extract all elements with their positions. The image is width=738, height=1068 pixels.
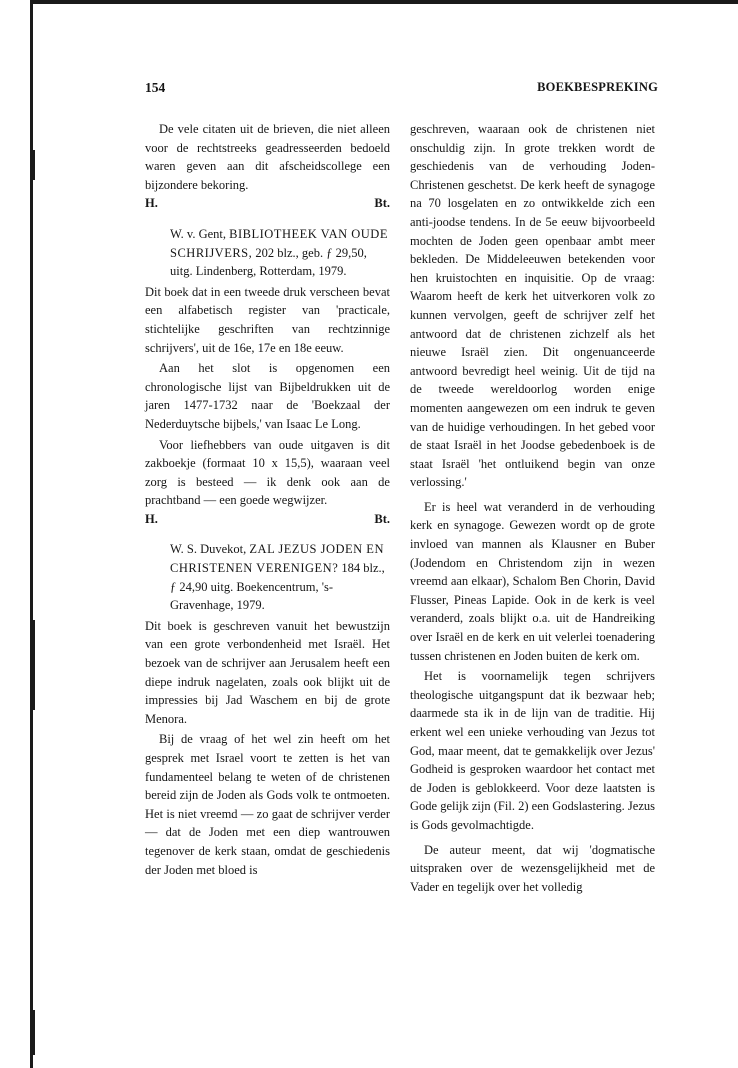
- reviewer-signature: [145, 194, 390, 213]
- body-paragraph: Aan het slot is opgenomen een chronologische lijst van Bijbeldrukken uit de jaren 1477-1732 naar de 'Boekzaal der Nederduytsche bijbels,' van Isaac Le Long.: [145, 361, 390, 431]
- signature-name: Bt.: [374, 196, 390, 211]
- scan-mark: [33, 620, 35, 710]
- signature-name: Bt.: [374, 511, 390, 526]
- book-reference: [170, 225, 390, 281]
- running-head: BOEKBESPREKING: [537, 80, 658, 94]
- book-details: 202 blz., geb. ƒ 29,50, uitg. Lindenberg, Rotterdam, 1979.: [170, 245, 367, 279]
- signature-initial: H.: [145, 511, 158, 526]
- book-author: W. v. Gent,: [170, 226, 227, 241]
- scan-mark: [33, 150, 35, 180]
- body-paragraph: Voor liefhebbers van oude uitgaven is dit zakboekje (formaat 10 x 15,5), waaraan veel zorg is besteed — ik denk ook aan de prachtband — een goede wegwijzer.: [145, 437, 390, 508]
- review-ending-paragraph: De vele citaten uit de brieven, die niet alleen voor de rechtstreeks geadresseerden bedoeld waren geven aan dit afscheidscollege een bijzondere bekoring.: [145, 122, 390, 192]
- body-paragraph: geschreven, waaraan ook de christenen niet onschuldig zijn. In grote trekken wordt de geschiedenis van de verhouding Joden-Christenen geschetst. De kerk heeft de synagoge na 70 losgelaten en zo ontwikkelde zich een anti-joodse tendens. In de 5e eeuw bijvoorbeeld mochten de Joden geen openbaar ambt meer bekleden. De Middeleeuwen betekenden voor hen kruistochten en inquisitie. Op de vraag: Waarom heeft de kerk het uitverkoren volk zo kunnen vervolgen, geeft de schrijver zelf het antwoord dat de christenen zichzelf als het nieuwe Israël zien. Dit ongenuanceerde antwoord bevredigt heel weinig. Uit de tijd na de tweede wereldoorlog worden enige momenten aangewezen om een indruk te geven van de huidige verhoudingen. In het gebed voor de staat Israël in het Joodse gebedenboek is de staat Israël 'het ontluikend begin van onze verlossing.': [410, 122, 655, 490]
- body-paragraph: Bij de vraag of het wel zin heeft om het gesprek met Israel voort te zetten is het van fundamenteel belang te weten of de christenen bereid zijn de Joden als Gods volk te ontmoeten. Het is niet vreemd — zo gaat de schrijver verder — dat de Joden met een diep wantrouwen tegenover de kerk staan, omdat de geschiedenis der Joden met bloed is: [145, 732, 390, 877]
- page-number: 154: [145, 80, 166, 95]
- book-reference: [170, 540, 390, 614]
- scan-mark: [33, 1010, 35, 1055]
- signature-initial: H.: [145, 196, 158, 211]
- right-column: [410, 120, 655, 896]
- body-paragraph: De auteur meent, dat wij 'dogmatische uitspraken over de wezensgelijkheid met de Vader en tegelijk over het volledig: [410, 842, 655, 894]
- body-paragraph: Dit boek dat in een tweede druk verscheen bevat een alfabetisch register van 'practicale, stichtelijke geschriften van rechtzinnige schrijvers', uit de 16e, 17e en 18e eeuw.: [145, 284, 390, 355]
- body-paragraph: Het is voornamelijk tegen schrijvers theologische uitgangspunt dat ik bezwaar heb; daarmede sta ik in de lijn van de traditie. Hij erkent wel een unieke verhouding van Jezus tot God, maar meent, dat te gemakkelijk over Jezus' Godheid is gesproken waardoor het contact met de Joden is geblokkeerd. Voor deze laatsten is Gode gelijk zijn (Fil. 2) een Godslastering. Jezus is Gods gevolmachtigde.: [410, 669, 655, 832]
- reviewer-signature: [145, 510, 390, 529]
- left-column: [145, 120, 390, 879]
- book-details: 184 blz., ƒ 24,90 uitg. Boekencentrum, 's-Gravenhage, 1979.: [170, 561, 385, 613]
- book-author: W. S. Duvekot,: [170, 542, 247, 557]
- book-title: BIBLIOTHEEK VAN OUDE SCHRIJVERS,: [170, 226, 388, 260]
- page-top-edge: [30, 0, 738, 4]
- body-paragraph: Dit boek is geschreven vanuit het bewustzijn van een grote verbondenheid met Israël. Het bezoek van de schrijver aan Jerusalem heeft een diepe indruk nagelaten, zoals ook blijkt uit de impressies bij Jad Waschem en bij de grote Menora.: [145, 618, 390, 726]
- body-paragraph: Er is heel wat veranderd in de verhouding kerk en synagoge. Gewezen wordt op de grote invloed van mannen als Klausner en Buber (Jodendom en Christendom zijn in wezen vreemd aan elkaar), Schalom Ben Chorin, David Flusser, Pineas Lapide. Ook in de kerk is veel veranderd, zoals blijkt o.a. uit de Handreiking over Israël en de kerk en uit velerlei toenadering tussen christenen en Joden buiten de kerk om.: [410, 499, 655, 663]
- book-title: ZAL JEZUS JODEN EN CHRISTENEN VERENIGEN?: [170, 542, 384, 576]
